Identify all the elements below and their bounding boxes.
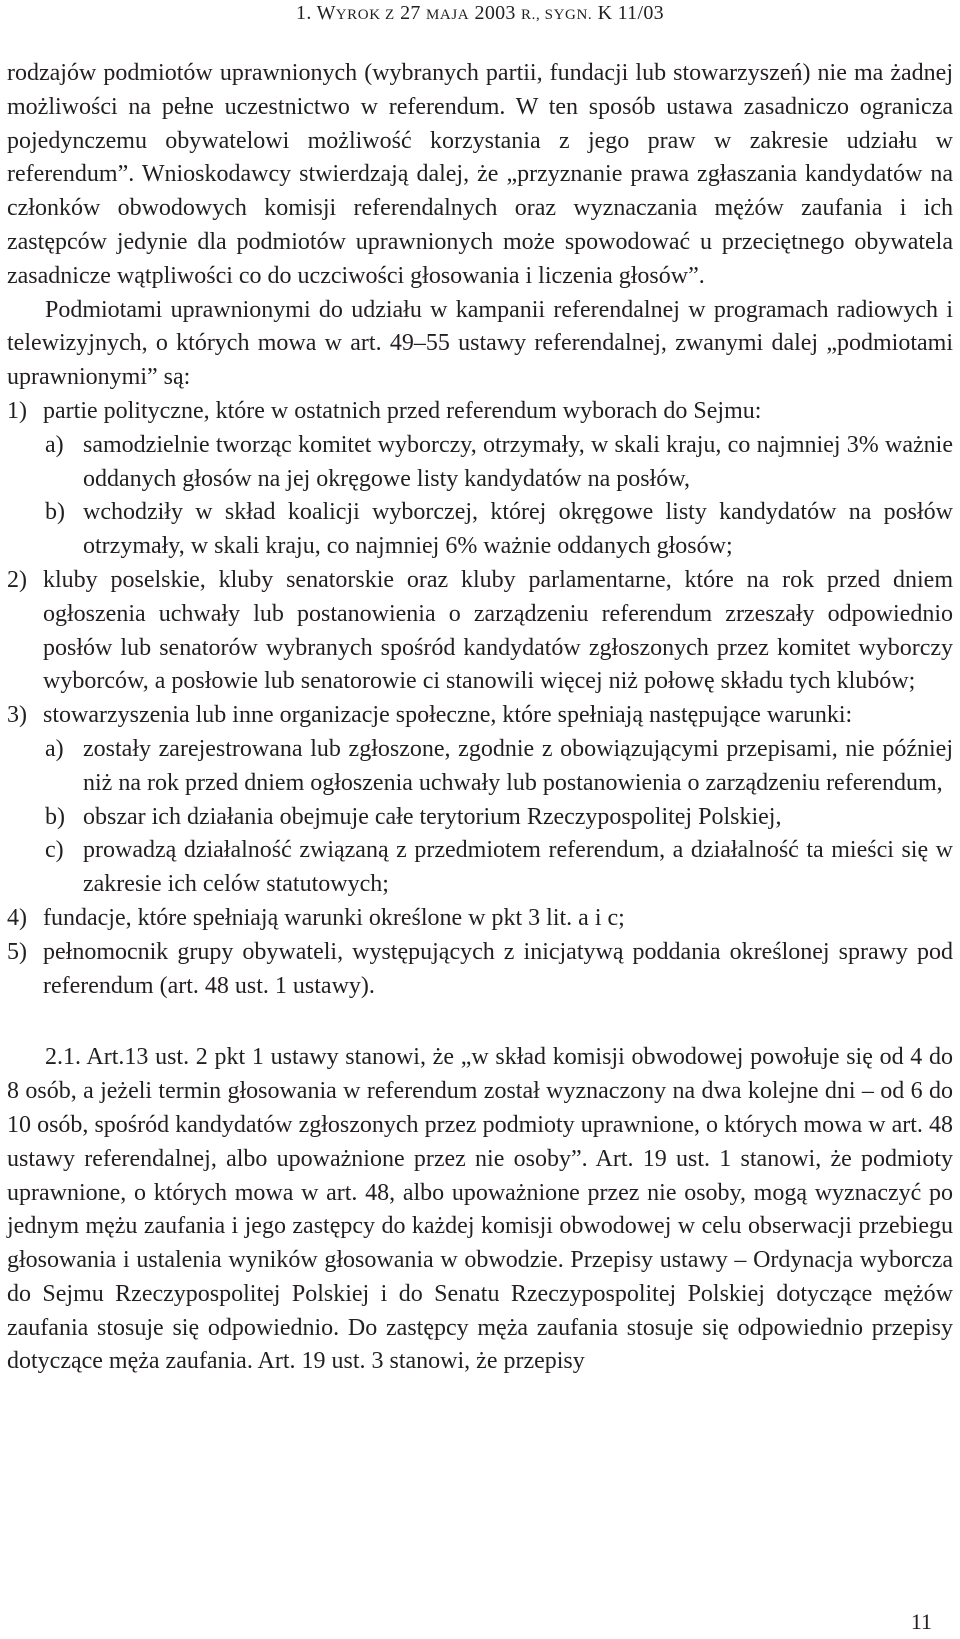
header-smallcaps-2: MAJA (425, 7, 470, 23)
list-text: pełnomocnik grupy obywateli, występujących z inicjatywą poddania określonej sprawy pod referendum (art. 48 ust. 1 ustawy). (43, 938, 953, 999)
header-year: 2003 (469, 2, 522, 24)
list-text: fundacje, które spełniają warunki określone w pkt 3 lit. a i c; (43, 904, 625, 931)
list-text: obszar ich działania obejmuje całe terytorium Rzeczypospolitej Polskiej, (83, 803, 782, 830)
list-item-3b (7, 801, 953, 835)
list-item-5 (7, 936, 953, 1004)
list-number: 4) (7, 904, 27, 931)
header-smallcaps-3: R., SYGN. (521, 7, 593, 23)
paragraph-1: rodzajów podmiotów uprawnionych (wybranych partii, fundacji lub stowarzyszeń) nie ma żadnej możliwości na pełne uczestnictwo w referendum. W ten sposób ustawa zasadniczo ogranicza pojedynczemu obywatelowi możliwość korzystania z jego praw w zakresie udziału w referendum”. Wnioskodawcy stwierdzają dalej, że „przyznanie prawa zgłaszania kandydatów na członków obwodowych komisji referendalnych oraz wyznaczania mężów zaufania i ich zastępców jedynie dla podmiotów uprawnionych może spowodować u przeciętnego obywatela zasadnicze wątpliwości co do uczciwości głosowania i liczenia głosów”. (7, 60, 953, 289)
list-item-3 (7, 699, 953, 733)
list-letter: a) (45, 431, 64, 458)
list-text: stowarzyszenia lub inne organizacje społeczne, które spełniają następujące warunki: (43, 702, 853, 729)
list-item-2 (7, 564, 953, 699)
list-number: 3) (7, 702, 27, 729)
section-spacer (7, 1003, 953, 1041)
list-letter: a) (45, 735, 64, 762)
list-item-1 (7, 395, 953, 429)
header-signature: K 11/03 (592, 2, 664, 24)
header-smallcaps-1: YROK Z (335, 7, 395, 23)
list-text: prowadzą działalność związaną z przedmiotem referendum, a działalność ta mieści się w zakresie ich celów statutowych; (83, 837, 953, 898)
header-date: 27 (394, 2, 426, 24)
header-prefix: 1. W (296, 2, 336, 24)
running-header (0, 2, 960, 25)
list-number: 5) (7, 938, 27, 965)
list-text: zostały zarejestrowana lub zgłoszone, zgodnie z obowiązującymi przepisami, nie później niż na rok przed dniem ogłoszenia uchwały lub postanowienia o zarządzeniu referendum, (83, 735, 953, 796)
paragraph-section-2-1: 2.1. Art.13 ust. 2 pkt 1 ustawy stanowi, że „w skład komisji obwodowej powołuje się od 4 do 8 osób, a jeżeli termin głosowania w referendum został wyznaczony na dwa kolejne dni – od 6 do 10 osób, spośród kandydatów zgłoszonych przez podmioty uprawnione, o których mowa w art. 48 ustawy referendalnej, albo upoważnione przez nie osoby”. Art. 19 ust. 1 stanowi, że podmioty uprawnione, o których mowa w art. 48, albo upoważnione przez nie osoby, mogą wyznaczyć po jednym mężu zaufania i jego zastępcy do każdej komisji obwodowej w celu obserwacji przebiegu głosowania i ustalenia wyników głosowania w obwodzie. Przepisy ustawy – Ordynacja wyborcza do Sejmu Rzeczypospolitej Polskiej i do Senatu Rzeczypospolitej Polskiej dotyczące mężów zaufania stosuje się odpowiednio. Do zastępcy męża zaufania stosuje się odpowiednio przepisy dotyczące męża zaufania. Art. 19 ust. 3 stanowi, że przepisy (7, 1044, 953, 1375)
list-text: wchodziły w skład koalicji wyborczej, której okręgowe listy kandydatów na posłów otrzymały, w skali kraju, co najmniej 6% ważnie oddanych głosów; (83, 499, 953, 560)
list-item-4 (7, 902, 953, 936)
list-text: samodzielnie tworząc komitet wyborczy, otrzymały, w skali kraju, co najmniej 3% ważnie oddanych głosów na jej okręgowe listy kandydatów na posłów, (83, 431, 953, 492)
list-letter: c) (45, 837, 64, 864)
list-letter: b) (45, 803, 65, 830)
list-number: 2) (7, 566, 27, 593)
list-letter: b) (45, 499, 65, 526)
list-item-1a (7, 429, 953, 497)
document-body (7, 57, 953, 1379)
page-number: 11 (910, 1609, 932, 1634)
list-item-3a (7, 733, 953, 801)
list-text: partie polityczne, które w ostatnich przed referendum wyborach do Sejmu: (43, 397, 762, 424)
list-number: 1) (7, 397, 27, 424)
list-item-3c (7, 834, 953, 902)
list-text: kluby poselskie, kluby senatorskie oraz kluby parlamentarne, które na rok przed dniem ogłoszenia uchwały lub postanowienia o zarządzeniu referendum zrzeszały odpowiednio posłów lub senatorów wybranych spośród kandydatów zgłoszonych przez komitet wyborczy wyborców, a posłowie lub senatorowie ci stanowili więcej niż połowę składu tych klubów; (43, 566, 953, 695)
list-item-1b (7, 496, 953, 564)
paragraph-2: Podmiotami uprawnionymi do udziału w kampanii referendalnej w programach radiowych i telewizyjnych, o których mowa w art. 49–55 ustawy referendalnej, zwanymi dalej „podmiotami uprawnionymi” są: (7, 296, 953, 391)
